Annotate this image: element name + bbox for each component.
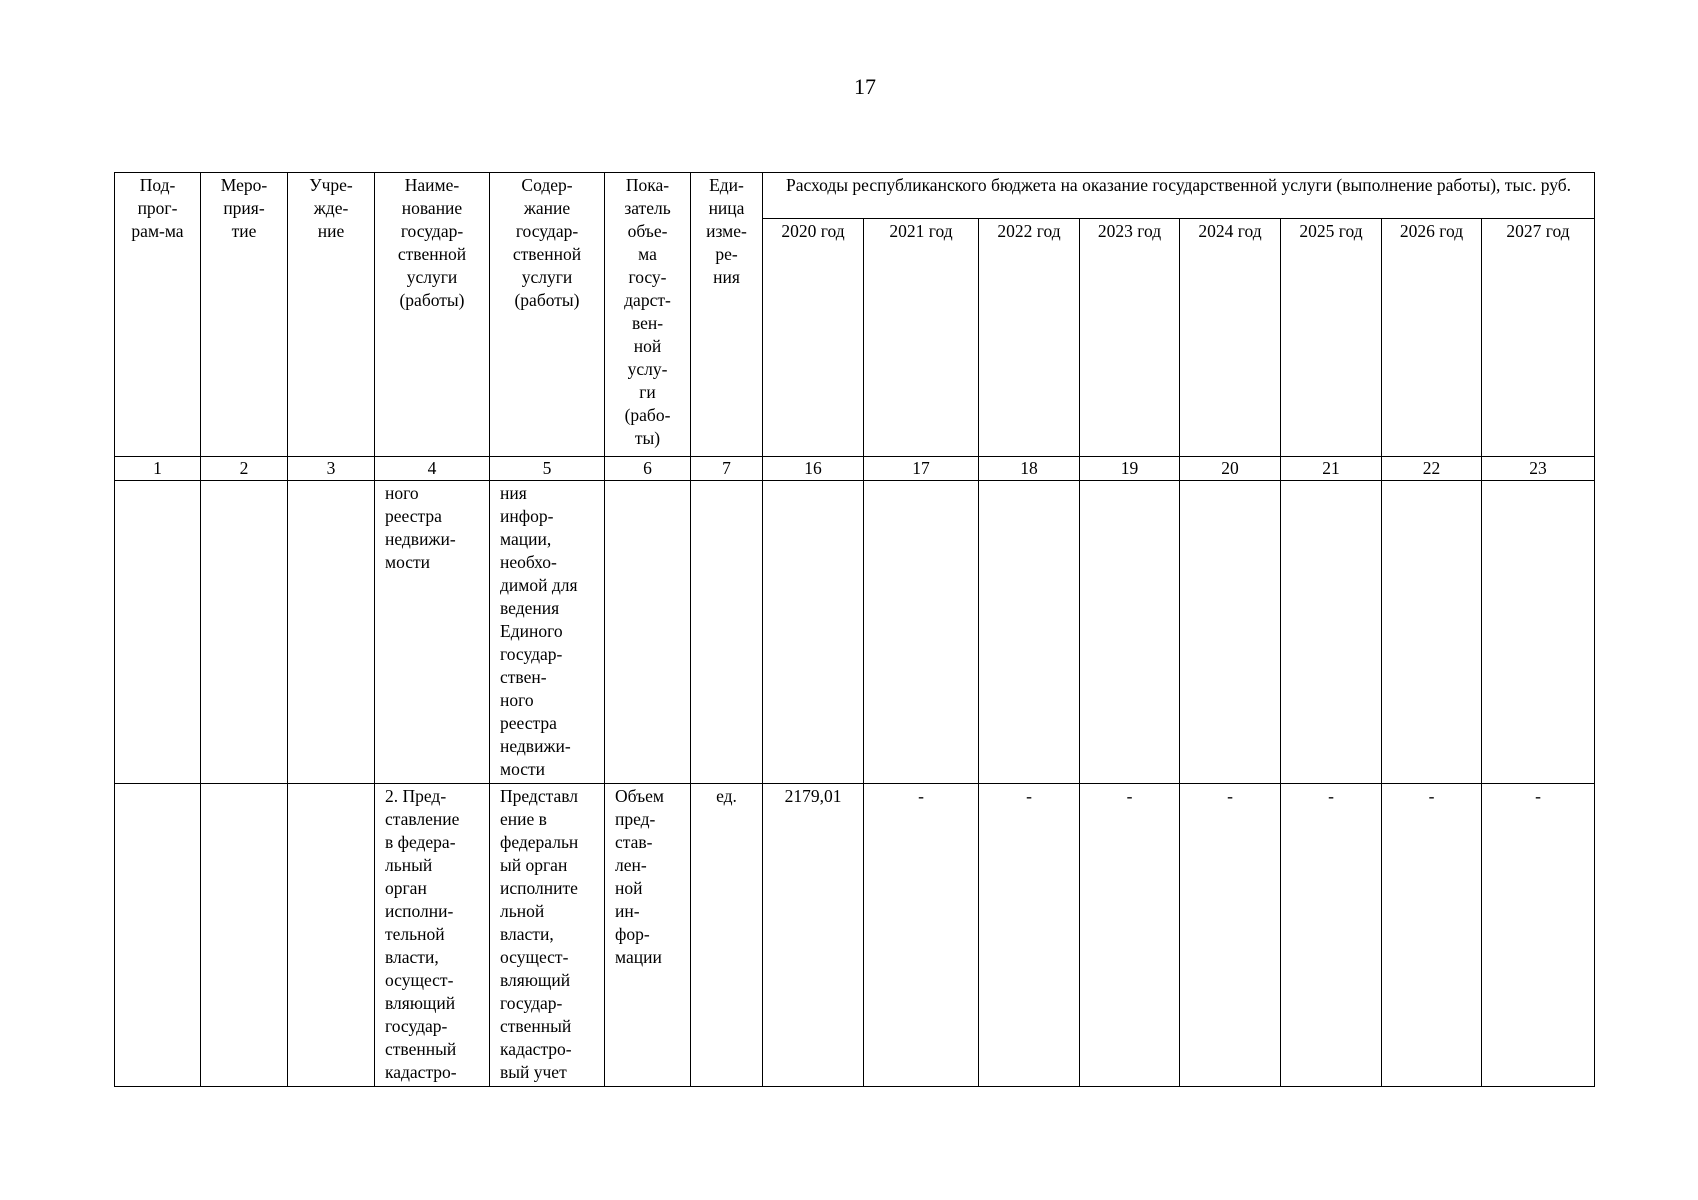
- cell-subprogram: [115, 784, 201, 1087]
- column-number: 20: [1180, 457, 1281, 481]
- column-number: 1: [115, 457, 201, 481]
- cell-value-2025: -: [1281, 784, 1382, 1087]
- header-unit: Еди- ница изме- ре- ния: [691, 173, 763, 457]
- header-year-2027: 2027 год: [1482, 219, 1595, 457]
- cell-value-2024: -: [1180, 784, 1281, 1087]
- cell-value-2021: [864, 481, 979, 784]
- cell-unit: [691, 481, 763, 784]
- cell-institution: [288, 784, 375, 1087]
- cell-unit: ед.: [691, 784, 763, 1087]
- cell-value-2027: [1482, 481, 1595, 784]
- cell-value-2024: [1180, 481, 1281, 784]
- cell-value-2026: [1382, 481, 1482, 784]
- table-row: [115, 481, 1595, 784]
- cell-value-2023: -: [1080, 784, 1180, 1087]
- cell-value-2022: [979, 481, 1080, 784]
- column-numbers-row: [115, 457, 1595, 481]
- cell-institution: [288, 481, 375, 784]
- cell-service-name: 2. Пред- ставление в федера- льный орган исполни- тельной власти, осущест- вляющий государ- ственный кадастро-: [375, 784, 490, 1087]
- column-number: 3: [288, 457, 375, 481]
- header-year-2023: 2023 год: [1080, 219, 1180, 457]
- cell-value-2020: [763, 481, 864, 784]
- cell-service-content: Представл ение в федеральн ый орган исполните льной власти, осущест- вляющий государ- ственный кадастро- вый учет: [490, 784, 605, 1087]
- header-row-1: [115, 173, 1595, 219]
- cell-event: [201, 481, 288, 784]
- column-number: 6: [605, 457, 691, 481]
- header-year-2020: 2020 год: [763, 219, 864, 457]
- column-number: 18: [979, 457, 1080, 481]
- header-year-2021: 2021 год: [864, 219, 979, 457]
- header-institution: Учре- жде- ние: [288, 173, 375, 457]
- header-year-2024: 2024 год: [1180, 219, 1281, 457]
- cell-service-name: ного реестра недвижи- мости: [375, 481, 490, 784]
- cell-value-2020: 2179,01: [763, 784, 864, 1087]
- column-number: 7: [691, 457, 763, 481]
- column-number: 16: [763, 457, 864, 481]
- table-row: [115, 784, 1595, 1087]
- cell-event: [201, 784, 288, 1087]
- header-expenses-group: Расходы республиканского бюджета на оказание государственной услуги (выполнение работы), тыс. руб.: [763, 173, 1595, 219]
- budget-table: [114, 172, 1595, 1087]
- header-year-2025: 2025 год: [1281, 219, 1382, 457]
- page-number: 17: [854, 74, 876, 99]
- header-subprogram: Под- прог- рам-ма: [115, 173, 201, 457]
- cell-subprogram: [115, 481, 201, 784]
- cell-volume-indicator: [605, 481, 691, 784]
- header-service-name: Наиме- нование государ- ственной услуги (работы): [375, 173, 490, 457]
- cell-value-2026: -: [1382, 784, 1482, 1087]
- column-number: 22: [1382, 457, 1482, 481]
- column-number: 21: [1281, 457, 1382, 481]
- cell-value-2021: -: [864, 784, 979, 1087]
- column-number: 4: [375, 457, 490, 481]
- header-year-2026: 2026 год: [1382, 219, 1482, 457]
- column-number: 19: [1080, 457, 1180, 481]
- column-number: 17: [864, 457, 979, 481]
- header-year-2022: 2022 год: [979, 219, 1080, 457]
- cell-value-2025: [1281, 481, 1382, 784]
- header-volume-indicator: Пока- затель объе- ма госу- дарст- вен- ной услу- ги (рабо- ты): [605, 173, 691, 457]
- header-event: Меро- прия- тие: [201, 173, 288, 457]
- cell-service-content: ния инфор- мации, необхо- димой для ведения Единого государ- ствен- ного реестра недвижи- мости: [490, 481, 605, 784]
- cell-value-2023: [1080, 481, 1180, 784]
- cell-value-2027: -: [1482, 784, 1595, 1087]
- cell-value-2022: -: [979, 784, 1080, 1087]
- cell-volume-indicator: Объем пред- став- лен- ной ин- фор- мации: [605, 784, 691, 1087]
- column-number: 2: [201, 457, 288, 481]
- header-service-content: Содер- жание государ- ственной услуги (работы): [490, 173, 605, 457]
- column-number: 5: [490, 457, 605, 481]
- column-number: 23: [1482, 457, 1595, 481]
